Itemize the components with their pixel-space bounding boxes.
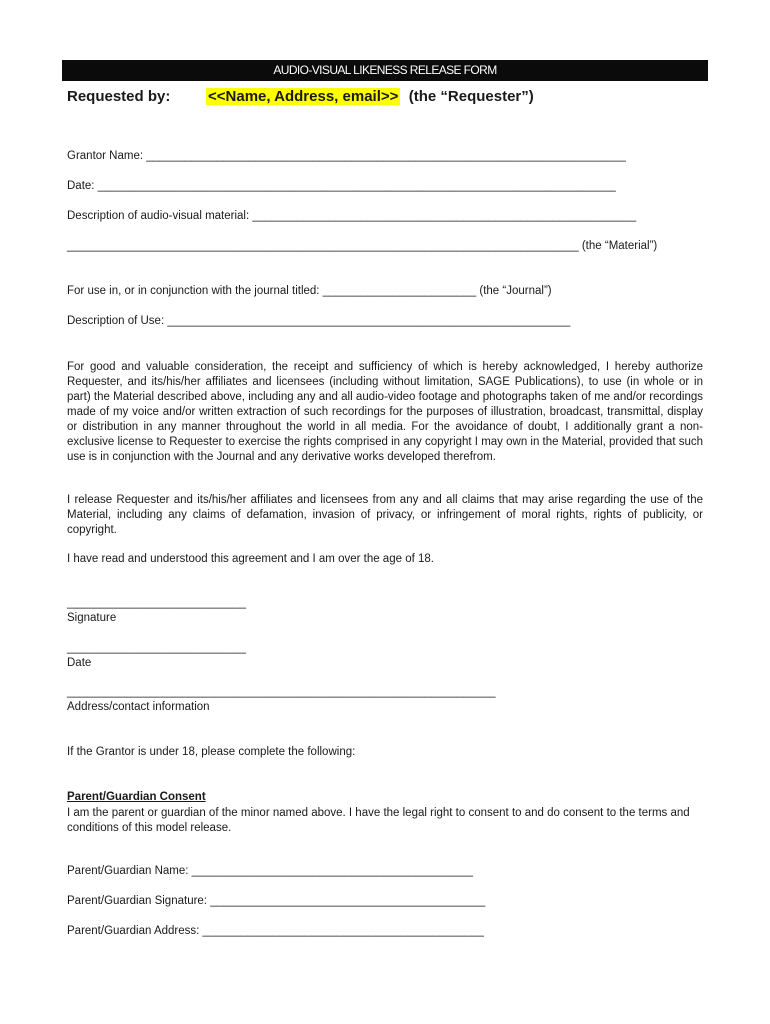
requested-by-label: Requested by: xyxy=(67,88,171,105)
age-confirmation: I have read and understood this agreement and I am over the age of 18. xyxy=(67,553,434,565)
requested-by-line xyxy=(67,88,534,105)
consideration-paragraph: For good and valuable consideration, the receipt and sufficiency of which is hereby acknowledged, I hereby authorize Requester, and its/his/her affiliates and licensees (including without limitation, SAGE Publications), to use (in whole or in part) the Material described above, including any and all audio-video footage and photographs taken of me and/or recordings made of my voice and/or written extraction of such recordings for the purposes of illustration, broadcast, transmittal, display or distribution in any manner throughout the world in all media. For the avoidance of doubt, I additionally grant a non-exclusive license to Requester to exercise the rights comprised in any copyright I may own in the Material, provided that such use is in conjunction with the Journal and any derivative works developed therefrom. xyxy=(67,361,704,463)
description-of-use-field[interactable]: Description of Use: _______________________________________________________________ xyxy=(67,315,571,327)
journal-field[interactable]: For use in, or in conjunction with the journal titled: ________________________ (the “Journal”) xyxy=(67,285,552,297)
signature-line[interactable]: ____________________________ xyxy=(67,597,247,609)
address-line[interactable]: ___________________________________________________________________ xyxy=(67,686,496,698)
guardian-name-field[interactable]: Parent/Guardian Name: ____________________________________________ xyxy=(67,865,474,877)
minor-intro: If the Grantor is under 18, please complete the following: xyxy=(67,746,356,758)
form-title: AUDIO-VISUAL LIKENESS RELEASE FORM xyxy=(62,60,708,81)
guardian-consent-body: I am the parent or guardian of the minor named above. I have the legal right to consent to and do consent to the terms and conditions of this model release. xyxy=(67,807,690,834)
requester-suffix: (the “Requester”) xyxy=(408,88,534,105)
address-label: Address/contact information xyxy=(67,701,210,713)
requester-placeholder[interactable]: <<Name, Address, email>> xyxy=(208,88,399,105)
signature-label: Signature xyxy=(67,612,117,624)
date-signature-line[interactable]: ____________________________ xyxy=(67,642,247,654)
guardian-address-field[interactable]: Parent/Guardian Address: ____________________________________________ xyxy=(67,925,484,937)
guardian-signature-field[interactable]: Parent/Guardian Signature: ___________________________________________ xyxy=(67,895,486,907)
guardian-consent-heading: Parent/Guardian Consent xyxy=(67,791,206,803)
date-field[interactable]: Date: _________________________________________________________________________________ xyxy=(67,180,616,192)
material-line-field[interactable]: ________________________________________________________________________________ (the “Material”) xyxy=(67,240,658,252)
date-signature-label: Date xyxy=(67,657,92,669)
grantor-name-field[interactable]: Grantor Name: ___________________________________________________________________________ xyxy=(67,150,626,162)
release-paragraph: I release Requester and its/his/her affiliates and licensees from any and all claims that may arise regarding the use of the Material, including any claims of defamation, invasion of privacy, or infringement of moral rights, rights of publicity, or copyright. xyxy=(67,494,703,536)
material-description-field[interactable]: Description of audio-visual material: ____________________________________________________________ xyxy=(67,210,637,222)
